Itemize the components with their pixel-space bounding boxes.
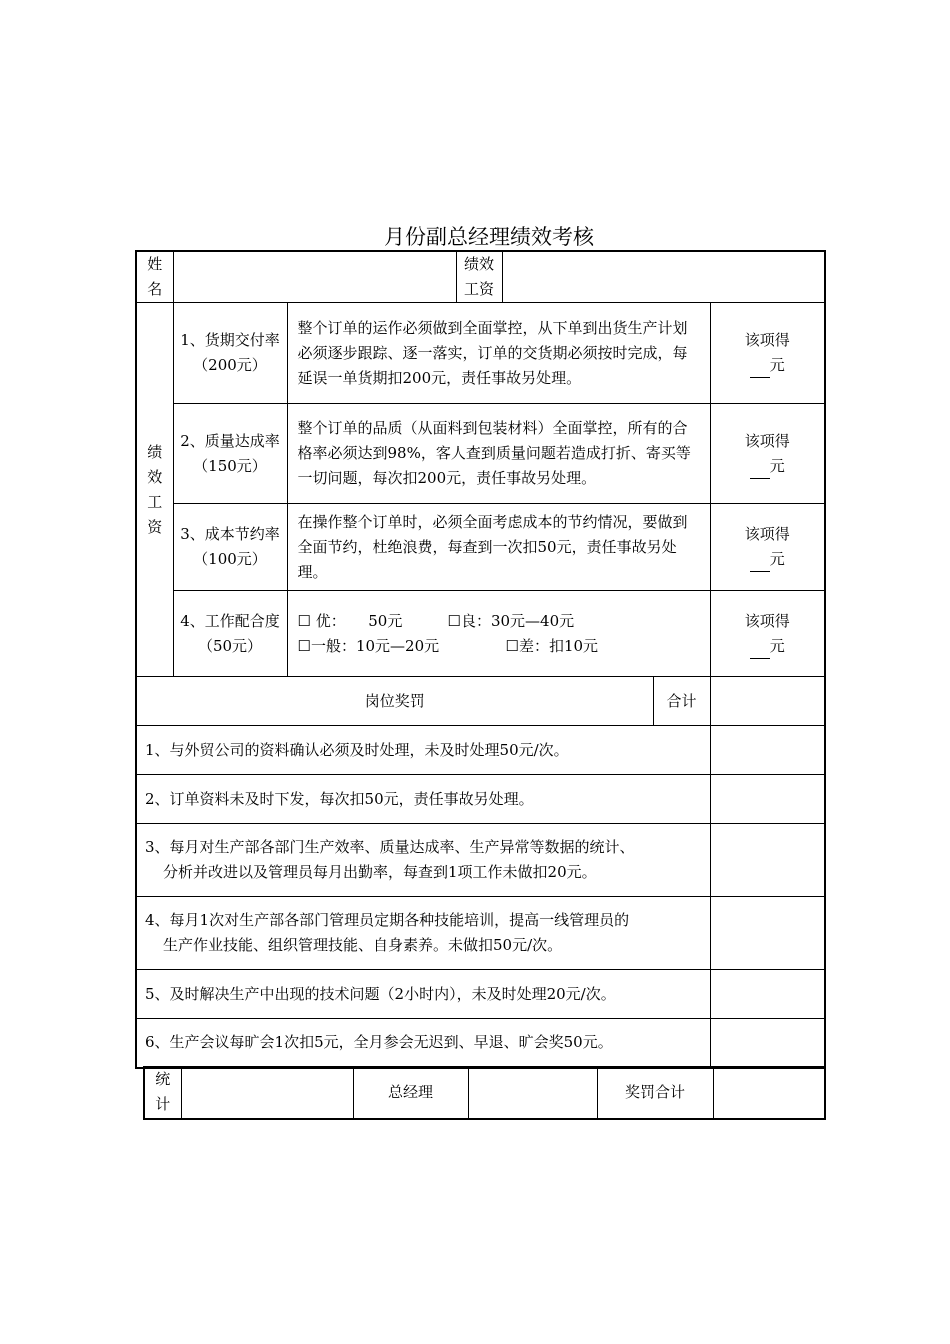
rule-score-field[interactable] — [710, 726, 825, 775]
rewards-header-row — [136, 677, 825, 726]
item-score[interactable]: 该项得 元 — [710, 591, 825, 677]
rule-text: 2、订单资料未及时下发，每次扣50元，责任事故另处理。 — [136, 775, 710, 824]
item-label: 4、工作配合度（50元） — [173, 591, 287, 677]
item-score[interactable]: 该项得 元 — [710, 404, 825, 504]
item-row — [136, 303, 825, 404]
item-description: 整个订单的品质（从面料到包装材料）全面掌控，所有的合格率必须达到98%，客人查到质量问题若造成打折、寄买等一切问题，每次扣200元，责任事故另处理。 — [287, 404, 710, 504]
rule-score-field[interactable] — [710, 970, 825, 1019]
rewards-total-label: 合计 — [653, 677, 710, 726]
item-label: 2、质量达成率（150元） — [173, 404, 287, 504]
rule-score-field[interactable] — [710, 775, 825, 824]
rewards-total-field[interactable] — [710, 677, 825, 726]
name-label: 姓 名 — [136, 251, 173, 303]
rule-text: 1、与外贸公司的资料确认必须及时处理，未及时处理50元/次。 — [136, 726, 710, 775]
rule-row — [136, 897, 825, 970]
final-total-label: 奖罚合计 — [597, 1067, 713, 1119]
checkbox-icon[interactable]: ☐ — [447, 611, 461, 630]
item-label: 3、成本节约率（100元） — [173, 504, 287, 591]
wage-label: 绩效 工资 — [456, 251, 502, 303]
month-blank — [356, 229, 382, 252]
final-total-field[interactable] — [713, 1067, 825, 1119]
performance-section-label: 绩 效 工 资 — [136, 303, 173, 677]
rule-score-field[interactable] — [710, 897, 825, 970]
checkbox-icon[interactable]: ☐ — [297, 636, 311, 655]
header-row — [136, 251, 825, 303]
rule-score-field[interactable] — [710, 824, 825, 897]
title-text: 月份副总经理绩效考核 — [384, 225, 594, 249]
option-fair[interactable]: ☐一般：10元—20元 — [297, 636, 440, 655]
rewards-header: 岗位奖罚 — [136, 677, 653, 726]
rule-row — [136, 775, 825, 824]
rule-text: 6、生产会议每旷会1次扣5元，全月参会无迟到、早退、旷会奖50元。 — [136, 1019, 710, 1068]
stat-label: 统 计 — [144, 1067, 181, 1119]
page-title — [0, 222, 950, 252]
option-excellent[interactable]: ☐ 优： 50元 — [297, 611, 403, 630]
rule-row — [136, 726, 825, 775]
gm-label: 总经理 — [353, 1067, 468, 1119]
item-description: 在操作整个订单时，必须全面考虑成本的节约情况，要做到全面节约，杜绝浪费，每查到一次扣50元，责任事故另处理。 — [287, 504, 710, 591]
footer-table — [143, 1066, 826, 1120]
item-row — [136, 504, 825, 591]
rule-row — [136, 970, 825, 1019]
checkbox-icon[interactable]: ☐ — [505, 636, 519, 655]
rule-text: 4、每月1次对生产部各部门管理员定期各种技能培训，提高一线管理员的 生产作业技能、组织管理技能、自身素养。未做扣50元/次。 — [136, 897, 710, 970]
checkbox-icon[interactable]: ☐ — [297, 611, 311, 630]
option-poor[interactable]: ☐差：扣10元 — [505, 636, 599, 655]
item-description: 整个订单的运作必须做到全面掌控，从下单到出货生产计划必须逐步跟踪、逐一落实，订单的交货期必须按时完成，每延误一单货期扣200元，责任事故另处理。 — [287, 303, 710, 404]
rule-text: 3、每月对生产部各部门生产效率、质量达成率、生产异常等数据的统计、 分析并改进以及管理员每月出勤率，每查到1项工作未做扣20元。 — [136, 824, 710, 897]
item-score[interactable]: 该项得 元 — [710, 303, 825, 404]
rule-row — [136, 824, 825, 897]
wage-field[interactable] — [502, 251, 825, 303]
stat-field[interactable] — [181, 1067, 353, 1119]
rule-score-field[interactable] — [710, 1019, 825, 1068]
item-row — [136, 404, 825, 504]
gm-field[interactable] — [468, 1067, 597, 1119]
item-row — [136, 591, 825, 677]
option-good[interactable]: ☐良：30元—40元 — [447, 611, 575, 630]
rule-row — [136, 1019, 825, 1068]
name-field[interactable] — [173, 251, 456, 303]
cooperation-options — [287, 591, 710, 677]
item-label: 1、货期交付率（200元） — [173, 303, 287, 404]
footer-row — [144, 1067, 825, 1119]
rule-text: 5、及时解决生产中出现的技术问题（2小时内），未及时处理20元/次。 — [136, 970, 710, 1019]
item-score[interactable]: 该项得 元 — [710, 504, 825, 591]
assessment-table — [135, 250, 826, 1069]
